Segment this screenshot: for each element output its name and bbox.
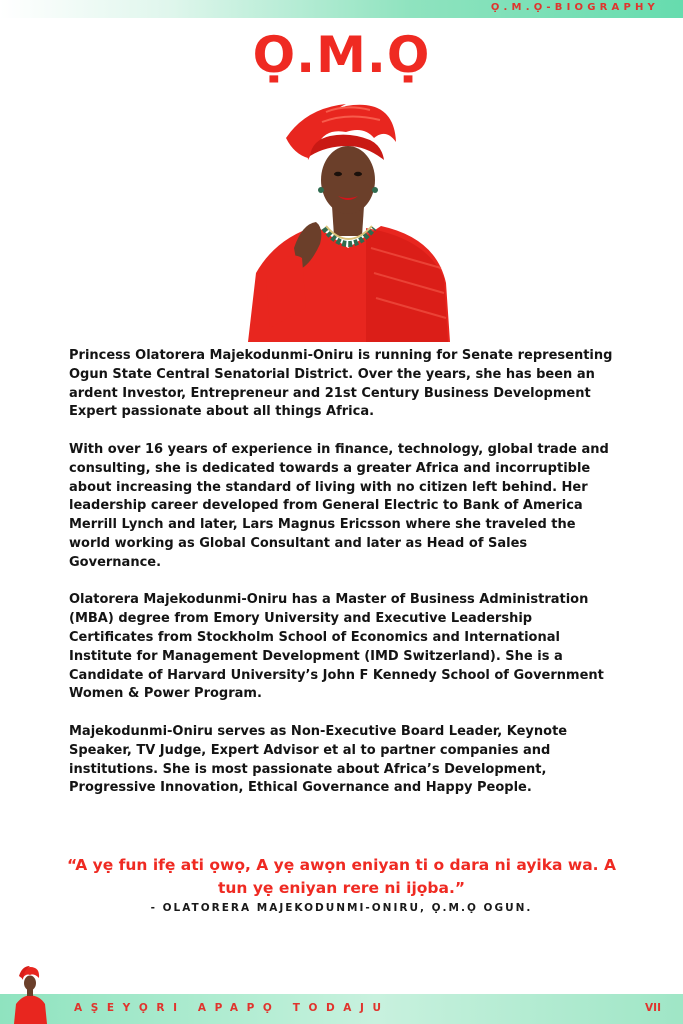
- footer-slogan: AṢEYỌRI APAPỌ TODAJU: [74, 1002, 390, 1014]
- bio-paragraph: With over 16 years of experience in finance, technology, global trade and consulting, she is dedicated towards a greater Africa and incorruptible about increasing the standard of living with no citizen left behind. Her leadership career developed from General Electric to Bank of America Merrill Lynch and later, Lars Magnus Ericsson where she traveled the world working as Global Consultant and later as Head of Sales Governance.: [69, 441, 609, 570]
- page-number: VII: [645, 1002, 661, 1014]
- bio-paragraph: Olatorera Majekodunmi-Oniru has a Master of Business Administration (MBA) degree from Emory University and Executive Leadership Certificates from Stockholm School of Economics and International Institute for Management Development (IMD Switzerland). She is a Candidate of Harvard University’s John F Kennedy School of Government Women & Power Program.: [69, 592, 604, 702]
- top-header-band: [0, 0, 683, 18]
- footer-band: [0, 994, 683, 1024]
- bio-paragraph: Princess Olatorera Majekodunmi-Oniru is running for Senate representing Ogun State Central Senatorial District. Over the years, she has been an ardent Investor, Entrepreneur and 21st Century Business Development Expert passionate about all things Africa.: [69, 348, 613, 420]
- biography-text: [69, 347, 614, 817]
- quote-text: “A yẹ fun ifẹ ati ọwọ, A yẹ awọn eniyan ti o dara ni ayika wa. A tun yẹ eniyan rere ni ijọba.”: [67, 856, 616, 897]
- quote-attribution: - OLATORERA MAJEKODUNMI-ONIRU, Ọ.M.Ọ OGUN.: [150, 902, 533, 914]
- woman-portrait-image: [246, 98, 450, 342]
- bio-paragraph: Majekodunmi-Oniru serves as Non-Executive Board Leader, Keynote Speaker, TV Judge, Expert Advisor et al to partner companies and institutions. She is most passionate about Africa’s Development, Progressive Innovation, Ethical Governance and Happy People.: [69, 723, 568, 796]
- running-head: Ọ.M.Ọ-BIOGRAPHY: [490, 2, 659, 13]
- page-title: Ọ.M.Ọ: [252, 26, 431, 84]
- footer-portrait-icon: [12, 964, 48, 1024]
